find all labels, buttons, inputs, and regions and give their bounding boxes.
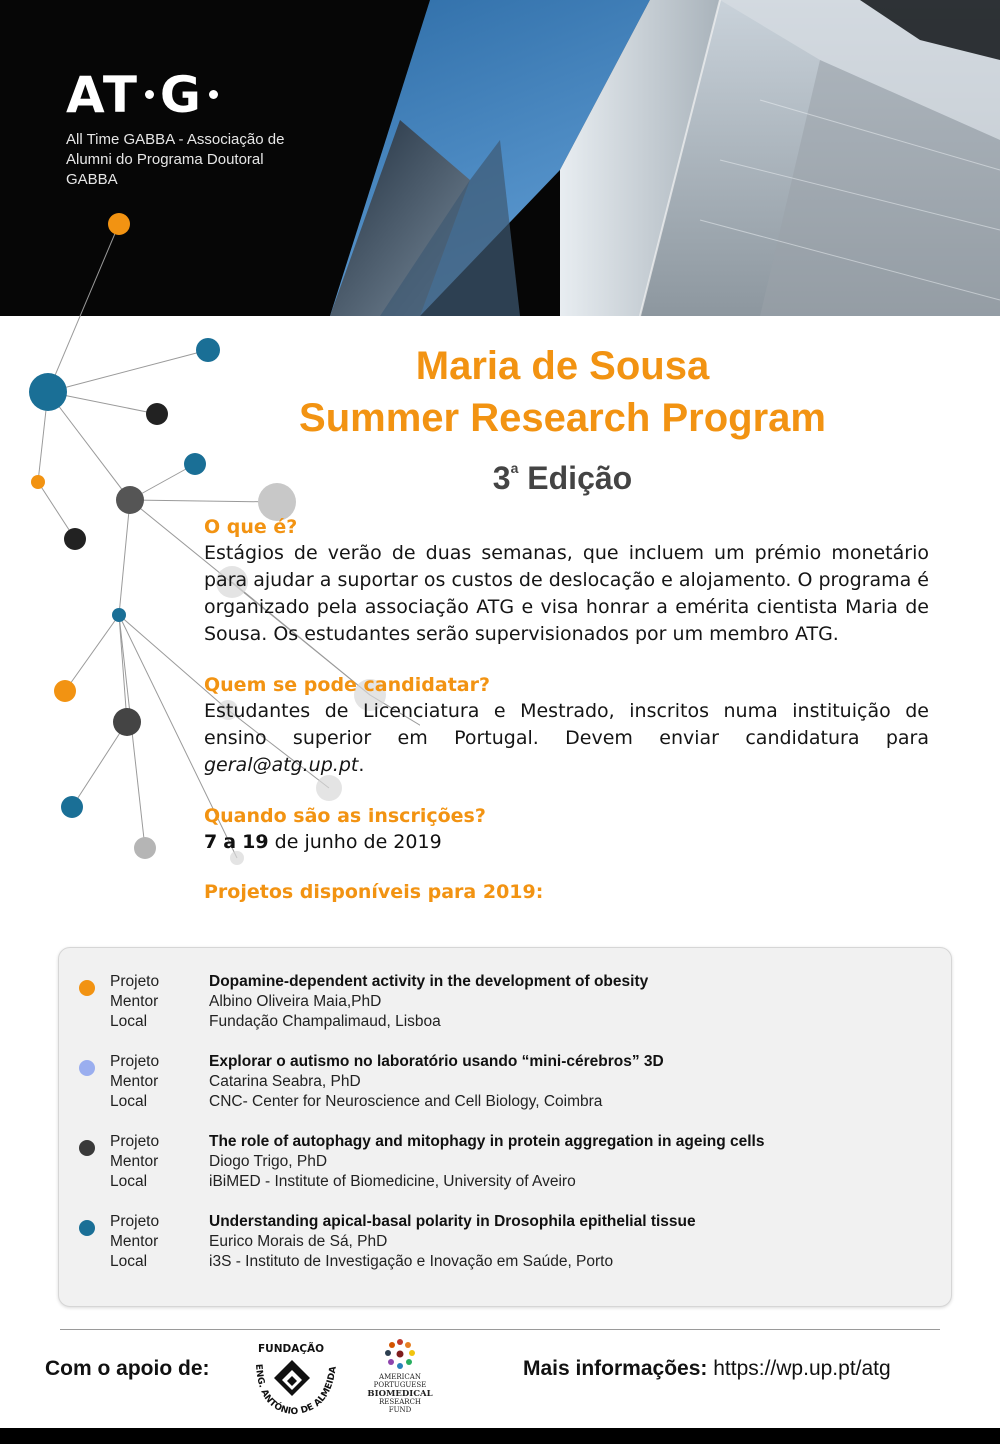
- project-labels: [110, 1052, 159, 1112]
- label-project: Projeto: [110, 973, 160, 990]
- section-heading-who: Quem se pode candidatar?: [204, 674, 490, 696]
- project-item: [59, 1188, 951, 1270]
- logo-subtitle: All Time GABBA - Associação de Alumni do Programa Doutoral GABBA: [66, 131, 285, 188]
- project-mentor: Diogo Trigo, PhD: [209, 1153, 328, 1170]
- project-values: [209, 1052, 664, 1112]
- section-text-who: [204, 698, 929, 779]
- project-local: CNC- Center for Neuroscience and Cell Biology, Coimbra: [209, 1093, 603, 1110]
- project-title: The role of autophagy and mitophagy in protein aggregation in ageing cells: [209, 1133, 765, 1150]
- edition-label: [200, 448, 925, 498]
- project-labels: [110, 972, 159, 1032]
- network-node: [134, 837, 156, 859]
- project-labels: [110, 1132, 159, 1192]
- who-text: Estudantes de Licenciatura e Mestrado, inscritos numa instituição de ensino superior em Portugal. Devem enviar candidatura para: [204, 700, 929, 749]
- logo-dot-icon: [209, 90, 218, 99]
- project-local: iBiMED - Institute of Biomedicine, University of Aveiro: [209, 1173, 576, 1190]
- logo-wordmark-left: AT: [66, 66, 139, 124]
- label-local: Local: [110, 1013, 148, 1030]
- projects-heading: Projetos disponíveis para 2019:: [204, 881, 544, 903]
- network-node: [61, 796, 83, 818]
- logo-wordmark-right: G: [159, 66, 203, 124]
- date-rest: de junho de 2019: [274, 831, 442, 853]
- project-mentor: Albino Oliveira Maia,PhD: [209, 993, 382, 1010]
- section-what: [204, 514, 929, 648]
- network-node: [29, 373, 67, 411]
- project-item: [59, 1108, 951, 1190]
- logo-dot-icon: [145, 90, 154, 99]
- title-line-2: Summer Research Program: [299, 396, 826, 440]
- label-mentor: Mentor: [110, 1233, 159, 1250]
- network-node: [112, 608, 126, 622]
- date-end: 19: [242, 831, 269, 853]
- project-item: [59, 948, 951, 1030]
- projects-box: [58, 947, 952, 1307]
- sponsor2-line4: RESEARCH: [378, 1398, 422, 1406]
- section-when: [204, 803, 929, 855]
- more-info-url[interactable]: https://wp.up.pt/atg: [713, 1357, 891, 1380]
- title-line-1: Maria de Sousa: [415, 344, 710, 388]
- who-text-suffix: .: [358, 754, 365, 776]
- network-node: [31, 475, 45, 489]
- bottom-bar: [0, 1428, 1000, 1444]
- section-heading-when: Quando são as inscrições?: [204, 805, 486, 827]
- label-project: Projeto: [110, 1053, 160, 1070]
- label-mentor: Mentor: [110, 993, 159, 1010]
- atg-logo: [66, 66, 316, 190]
- project-bullet-icon: [79, 980, 95, 996]
- project-title: Understanding apical-basal polarity in Drosophila epithelial tissue: [209, 1213, 696, 1230]
- project-values: [209, 1212, 696, 1272]
- project-title: Dopamine-dependent activity in the development of obesity: [209, 973, 649, 990]
- edition-ordinal: a: [510, 460, 519, 476]
- project-labels: [110, 1212, 159, 1272]
- network-node: [64, 528, 86, 550]
- network-node: [54, 680, 76, 702]
- sponsor2-line2: PORTUGUESE: [373, 1381, 427, 1389]
- label-local: Local: [110, 1093, 148, 1110]
- sponsor1-top-text: FUNDAÇÃO: [258, 1343, 325, 1355]
- network-node: [116, 486, 144, 514]
- main-content: [204, 514, 929, 905]
- email-link[interactable]: geral@atg.up.pt: [204, 754, 359, 776]
- section-who: [204, 672, 929, 779]
- project-local: Fundação Champalimaud, Lisboa: [209, 1013, 441, 1030]
- title-block: [200, 340, 925, 498]
- project-item: [59, 1028, 951, 1110]
- network-node: [146, 403, 168, 425]
- edition-word: Edição: [527, 460, 633, 496]
- more-info-label: Mais informações:: [523, 1357, 708, 1380]
- date-connector: a: [223, 831, 237, 853]
- network-node: [113, 708, 141, 736]
- label-mentor: Mentor: [110, 1073, 159, 1090]
- sponsor1-arc-text: ENG. ANTÓNIO DE ALMEIDA: [252, 1363, 339, 1418]
- project-local: i3S - Instituto de Investigação e Inovação em Saúde, Porto: [209, 1253, 614, 1270]
- label-mentor: Mentor: [110, 1153, 159, 1170]
- project-values: [209, 1132, 764, 1192]
- network-node: [108, 213, 130, 235]
- sponsor2-line1: AMERICAN: [379, 1373, 421, 1381]
- sponsor2-line3: BIOMEDICAL: [367, 1389, 433, 1399]
- project-mentor: Catarina Seabra, PhD: [209, 1073, 361, 1090]
- logo-wordmark: [66, 66, 316, 124]
- project-values: [209, 972, 648, 1032]
- label-project: Projeto: [110, 1133, 160, 1150]
- sponsor2-line5: FUND: [388, 1406, 412, 1414]
- label-project: Projeto: [110, 1213, 160, 1230]
- project-mentor: Eurico Morais de Sá, PhD: [209, 1233, 388, 1250]
- label-local: Local: [110, 1253, 148, 1270]
- edition-number: 3: [492, 460, 511, 496]
- footer-divider: [60, 1329, 940, 1330]
- section-heading-what: O que é?: [204, 516, 298, 538]
- fundacao-eng-antonio-de-almeida-logo: [244, 1340, 344, 1420]
- section-text-what: Estágios de verão de duas semanas, que incluem um prémio monetário para ajudar a suportar os custos de deslocação e alojamento. O programa é organizado pela associação ATG e visa honrar a emérita cientista Maria de Sousa. Os estudantes serão supervisionados por um membro ATG.: [204, 542, 929, 645]
- project-bullet-icon: [79, 1140, 95, 1156]
- more-info: [523, 1357, 891, 1381]
- support-label: Com o apoio de:: [45, 1357, 210, 1380]
- date-start: 7: [204, 831, 218, 853]
- label-local: Local: [110, 1173, 148, 1190]
- project-bullet-icon: [79, 1220, 95, 1236]
- application-dates: [204, 829, 929, 855]
- project-bullet-icon: [79, 1060, 95, 1076]
- project-title: Explorar o autismo no laboratório usando “mini-cérebros” 3D: [209, 1053, 664, 1070]
- apbrf-logo: [365, 1337, 435, 1423]
